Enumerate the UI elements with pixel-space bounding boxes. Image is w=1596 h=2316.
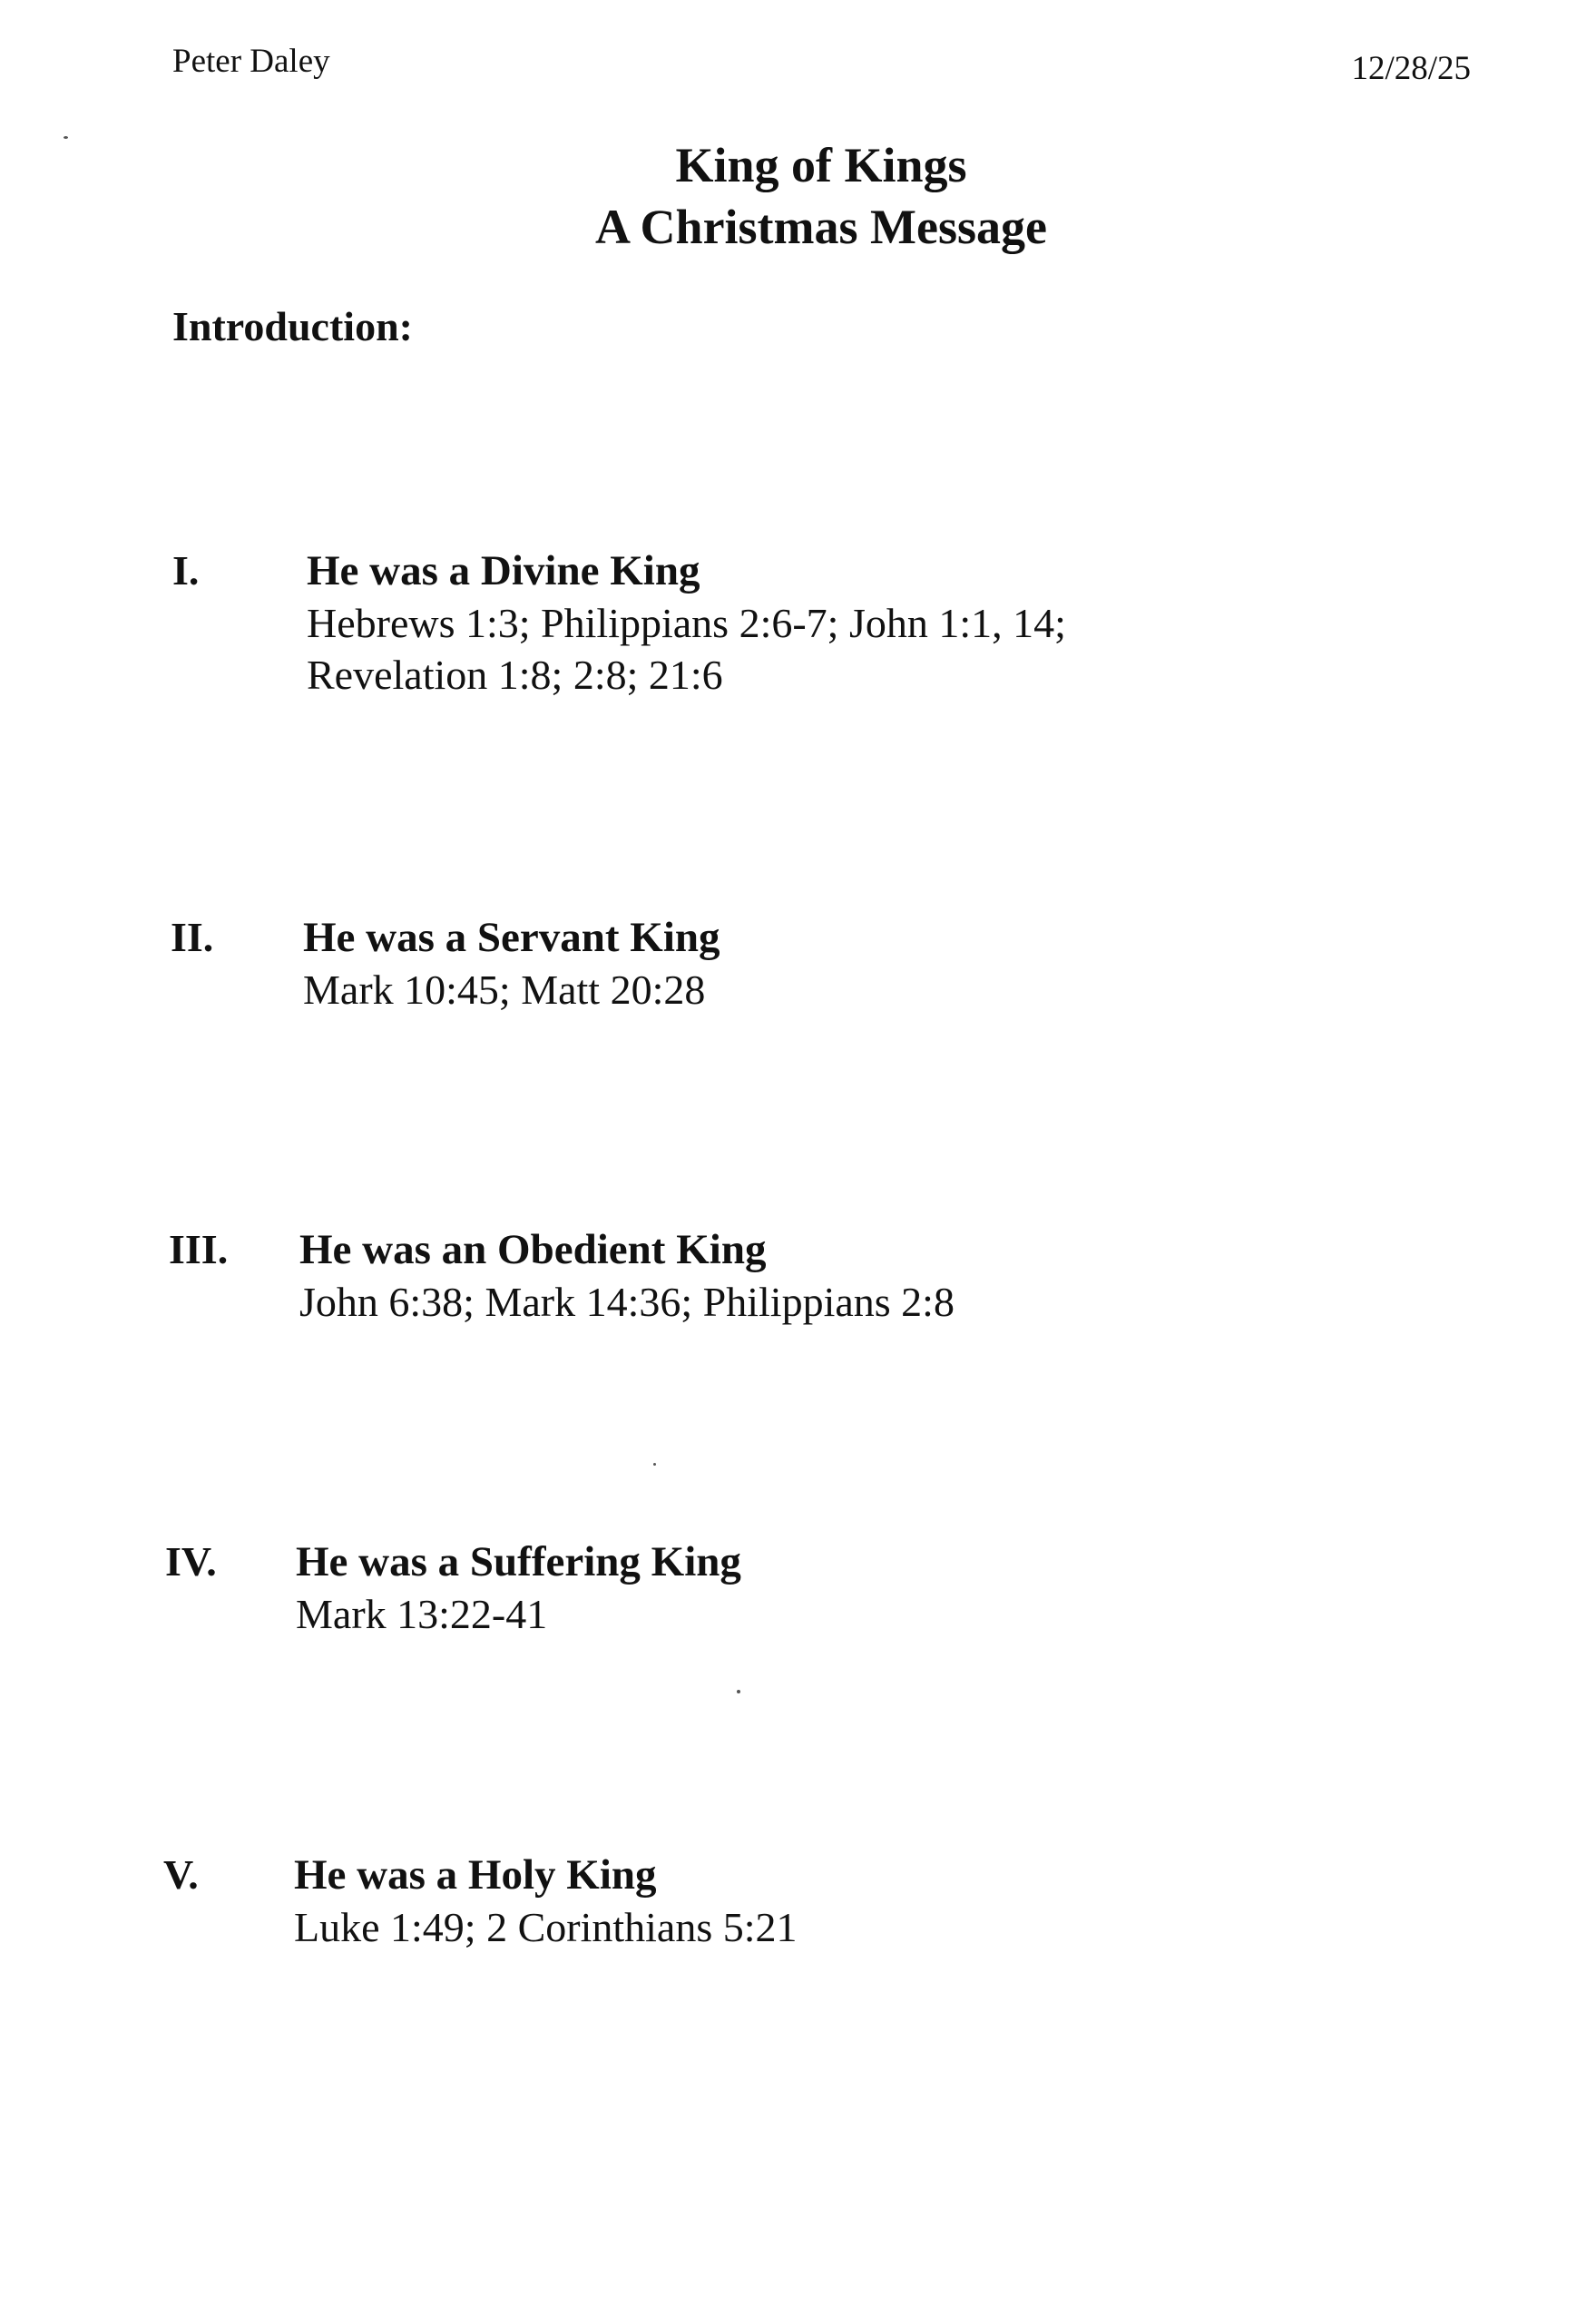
scan-speck: [653, 1463, 656, 1466]
point-references: Mark 10:45; Matt 20:28: [303, 967, 706, 1013]
title-line-1: King of Kings: [675, 138, 967, 192]
point-heading: He was a Divine King: [307, 547, 700, 594]
author-name: Peter Daley: [172, 43, 330, 80]
point-heading: He was a Servant King: [303, 914, 720, 961]
point-body: [303, 911, 1483, 1016]
point-body: [296, 1536, 1475, 1640]
point-heading: He was a Suffering King: [296, 1538, 741, 1585]
point-numeral: III.: [169, 1226, 229, 1272]
document-title: [0, 134, 1596, 258]
scan-speck: [737, 1690, 740, 1693]
document-date: 12/28/25: [1351, 50, 1471, 87]
point-references: John 6:38; Mark 14:36; Philippians 2:8: [299, 1279, 955, 1325]
point-references: Mark 13:22-41: [296, 1591, 548, 1637]
scan-speck: [64, 136, 68, 139]
point-heading: He was an Obedient King: [299, 1226, 767, 1273]
point-numeral: I.: [172, 547, 200, 594]
point-references: Revelation 1:8; 2:8; 21:6: [307, 652, 723, 698]
point-numeral: V.: [163, 1851, 199, 1898]
point-numeral: IV.: [165, 1538, 217, 1585]
point-references: Luke 1:49; 2 Corinthians 5:21: [294, 1904, 798, 1950]
title-line-2: A Christmas Message: [595, 200, 1047, 254]
point-heading: He was a Holy King: [294, 1851, 657, 1899]
point-body: [299, 1223, 1479, 1328]
point-body: [294, 1849, 1474, 1953]
point-numeral: II.: [171, 914, 214, 960]
point-references: Hebrews 1:3; Philippians 2:6-7; John 1:1, 14;: [307, 600, 1066, 646]
point-body: [307, 545, 1486, 701]
introduction-label: Introduction:: [172, 303, 413, 349]
